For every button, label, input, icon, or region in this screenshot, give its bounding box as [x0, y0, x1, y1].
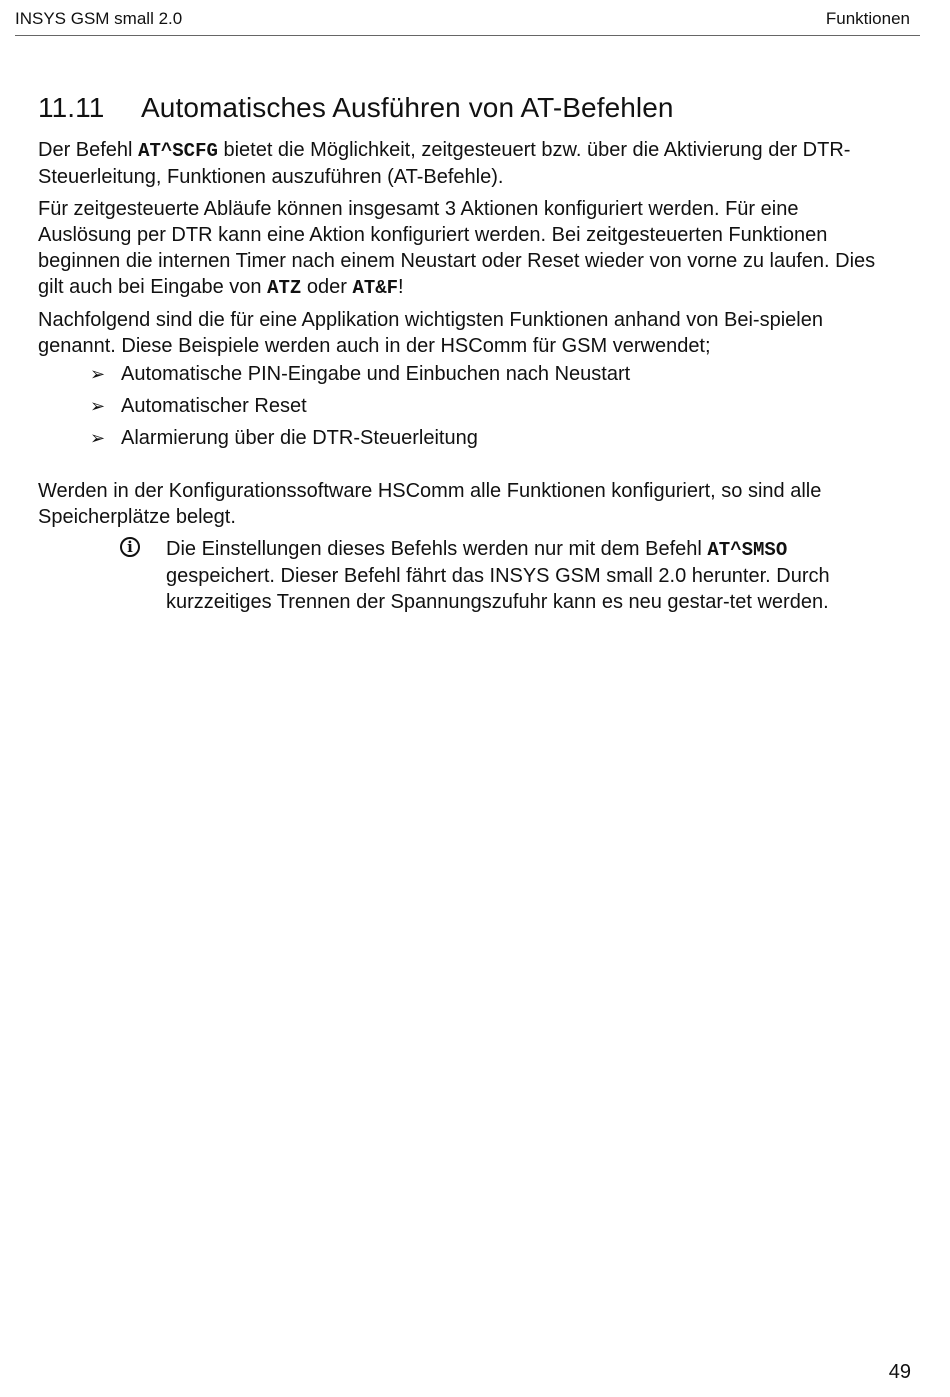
list-item: [90, 361, 888, 393]
paragraph-text: !: [398, 276, 404, 298]
arrow-bullet-icon: ➢: [90, 428, 106, 448]
paragraph-examples: Nachfolgend sind die für eine Applikation wichtigsten Funktionen anhand von Bei-spielen genannt. Diese Beispiele werden auch in der HSComm für GSM verwendet;: [38, 309, 823, 357]
command-at-smso: AT^SMSO: [707, 539, 788, 561]
info-note: [38, 536, 888, 615]
section-number: 11.11: [38, 92, 105, 123]
list-item: [90, 425, 888, 457]
section-body: [38, 137, 888, 615]
list-item-text: Automatischer Reset: [121, 395, 307, 417]
header-chapter-name: Funktionen: [825, 9, 910, 28]
paragraph-text: oder: [301, 276, 353, 298]
list-item-text: Automatische PIN-Eingabe und Einbuchen nach Neustart: [121, 363, 631, 385]
arrow-bullet-icon: ➢: [90, 396, 106, 416]
page-header: [15, 0, 920, 36]
info-icon: i: [120, 537, 140, 557]
command-at-f: AT&F: [352, 277, 399, 299]
section-heading: [38, 92, 674, 124]
note-text: Die Einstellungen dieses Befehls werden nur mit dem Befehl: [166, 538, 708, 560]
note-text: gespeichert. Dieser Befehl fährt das INSYS GSM small 2.0 herunter. Durch kurzzeitiges Trennen der Spannungszufuhr kann es neu gestar-tet werden.: [166, 565, 830, 613]
paragraph-storage: Werden in der Konfigurationssoftware HSComm alle Funktionen konfiguriert, so sind alle Speicherplätze belegt.: [38, 480, 822, 528]
section-title: Automatisches Ausführen von AT-Befehlen: [141, 92, 674, 123]
header-product-name: INSYS GSM small 2.0: [15, 9, 183, 28]
paragraph-timers: [38, 196, 888, 301]
paragraph-intro: [38, 137, 888, 190]
page-number: 49: [888, 1361, 911, 1383]
example-list: [38, 361, 888, 457]
list-item-text: Alarmierung über die DTR-Steuerleitung: [121, 427, 478, 449]
paragraph-text: Der Befehl: [38, 139, 139, 161]
list-item: [90, 393, 888, 425]
paragraph-text: bietet die Möglichkeit, zeitgesteuert bzw. über die Aktivierung der DTR-Steuerleitung, Funktionen auszuführen (AT-Befehle).: [38, 139, 851, 188]
paragraph-text: Für zeitgesteuerte Abläufe können insgesamt 3 Aktionen konfiguriert werden. Für eine Auslösung per DTR kann eine Aktion konfiguriert werden. Bei zeitgesteuerten Funktionen beginnen die internen Timer nach einem Neustart oder Reset wieder von vorne zu laufen. Dies gilt auch bei Eingabe von: [38, 198, 876, 298]
command-at-scfg: AT^SCFG: [138, 140, 218, 162]
command-atz: ATZ: [267, 277, 302, 299]
arrow-bullet-icon: ➢: [90, 364, 106, 384]
